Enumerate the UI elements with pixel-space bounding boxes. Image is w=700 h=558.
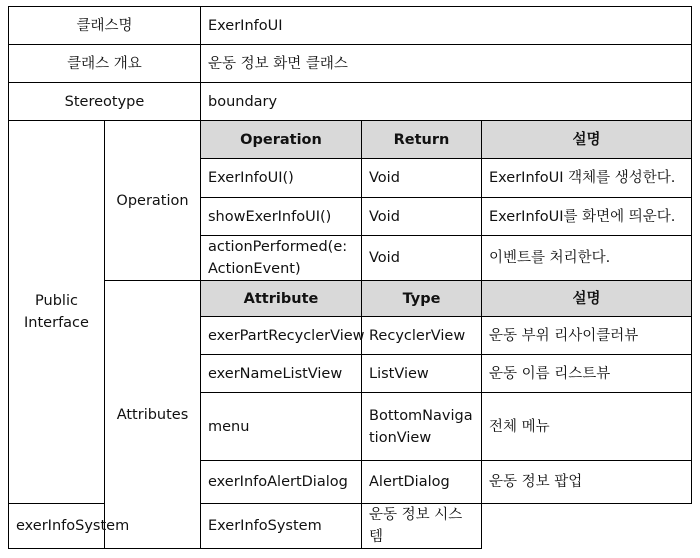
operation-header-row (9, 121, 692, 159)
attribute-header-row (9, 281, 692, 317)
attribute-desc: 운동 정보 시스템 (362, 504, 482, 549)
attributes-section-label: Attributes (105, 281, 201, 549)
operation-name: actionPerformed(e: ActionEvent) (201, 236, 362, 281)
public-interface-label (9, 121, 105, 504)
attribute-desc: 운동 이름 리스트뷰 (482, 355, 692, 393)
stereotype-label: Stereotype (9, 83, 201, 121)
attribute-type: ListView (362, 355, 482, 393)
operation-name: ExerInfoUI() (201, 159, 362, 198)
class-overview-value: 운동 정보 화면 클래스 (201, 45, 692, 83)
operation-col-header: Operation (201, 121, 362, 159)
row-class-name (9, 7, 692, 45)
public-interface-line1: Public (35, 293, 78, 309)
attribute-desc-col-header: 설명 (482, 281, 692, 317)
attribute-name: exerInfoSystem (9, 504, 105, 549)
attribute-type: RecyclerView (362, 317, 482, 355)
row-stereotype (9, 83, 692, 121)
attribute-name: exerNameListView (201, 355, 362, 393)
return-col-header: Return (362, 121, 482, 159)
operation-desc: 이벤트를 처리한다. (482, 236, 692, 281)
operation-section-label: Operation (105, 121, 201, 281)
attribute-type: AlertDialog (362, 461, 482, 504)
operation-desc: ExerInfoUI를 화면에 띄운다. (482, 198, 692, 236)
operation-name: showExerInfoUI() (201, 198, 362, 236)
class-name-value: ExerInfoUI (201, 7, 692, 45)
attribute-type: ExerInfoSystem (201, 504, 362, 549)
attribute-name: exerPartRecyclerView (201, 317, 362, 355)
attribute-name: exerInfoAlertDialog (201, 461, 362, 504)
attribute-desc: 운동 부위 리사이클러뷰 (482, 317, 692, 355)
operation-desc-col-header: 설명 (482, 121, 692, 159)
class-overview-label: 클래스 개요 (9, 45, 201, 83)
operation-return: Void (362, 198, 482, 236)
attribute-type: BottomNavigationView (362, 393, 482, 461)
attribute-desc: 운동 정보 팝업 (482, 461, 692, 504)
attribute-col-header: Attribute (201, 281, 362, 317)
row-class-overview (9, 45, 692, 83)
operation-desc: ExerInfoUI 객체를 생성한다. (482, 159, 692, 198)
attribute-name: menu (201, 393, 362, 461)
class-spec-table (8, 6, 692, 549)
operation-return: Void (362, 159, 482, 198)
public-interface-line2: Interface (24, 315, 89, 331)
attribute-desc: 전체 메뉴 (482, 393, 692, 461)
class-name-label: 클래스명 (9, 7, 201, 45)
operation-return: Void (362, 236, 482, 281)
type-col-header: Type (362, 281, 482, 317)
stereotype-value: boundary (201, 83, 692, 121)
